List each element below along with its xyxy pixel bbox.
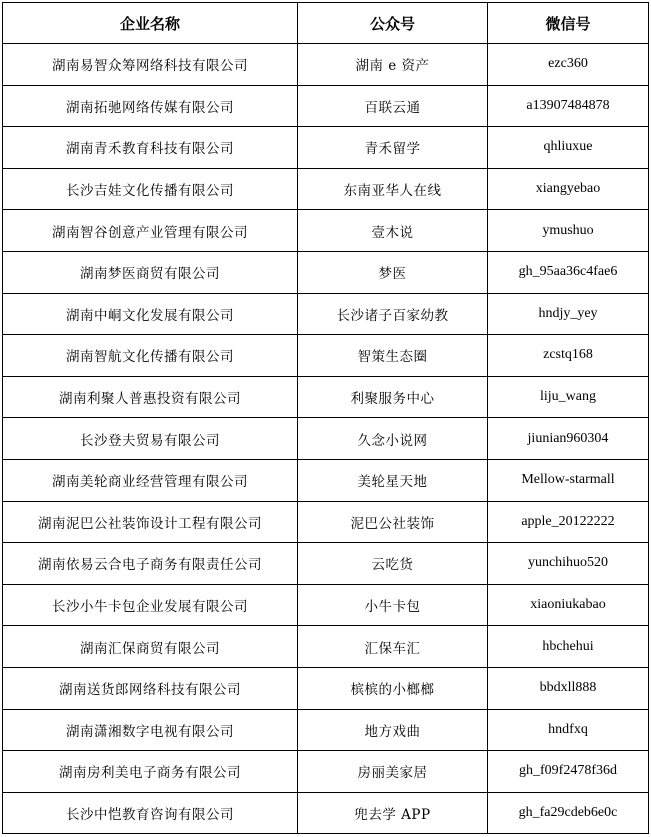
table-row [3, 418, 649, 460]
cell-wechat: gh_fa29cdeb6e0c [488, 792, 649, 834]
table-row [3, 667, 649, 709]
company-table [2, 2, 649, 834]
cell-account: 美轮星天地 [298, 459, 488, 501]
cell-company: 长沙登夫贸易有限公司 [3, 418, 298, 460]
cell-company: 湖南泥巴公社装饰设计工程有限公司 [3, 501, 298, 543]
cell-company: 湖南智航文化传播有限公司 [3, 335, 298, 377]
table-row [3, 293, 649, 335]
cell-company: 湖南房利美电子商务有限公司 [3, 751, 298, 793]
table-row [3, 168, 649, 210]
table-row [3, 210, 649, 252]
header-row [3, 3, 649, 44]
cell-wechat: xiaoniukabao [488, 584, 649, 626]
cell-company: 湖南送货郎网络科技有限公司 [3, 667, 298, 709]
cell-company: 湖南依易云合电子商务有限责任公司 [3, 543, 298, 585]
cell-account: 兜去学 APP [298, 792, 488, 834]
cell-wechat: jiunian960304 [488, 418, 649, 460]
cell-company: 湖南易智众筹网络科技有限公司 [3, 44, 298, 86]
cell-wechat: xiangyebao [488, 168, 649, 210]
cell-company: 湖南潇湘数字电视有限公司 [3, 709, 298, 751]
cell-account: 壹木说 [298, 210, 488, 252]
cell-account: 湖南 e 资产 [298, 44, 488, 86]
cell-company: 湖南利聚人普惠投资有限公司 [3, 376, 298, 418]
table-row [3, 85, 649, 127]
cell-company: 湖南青禾教育科技有限公司 [3, 127, 298, 169]
table-row [3, 376, 649, 418]
cell-wechat: hndjy_yey [488, 293, 649, 335]
cell-wechat: qhliuxue [488, 127, 649, 169]
cell-wechat: Mellow-starmall [488, 459, 649, 501]
table-row [3, 792, 649, 834]
cell-account: 槟槟的小榔榔 [298, 667, 488, 709]
cell-account: 久念小说网 [298, 418, 488, 460]
cell-company: 湖南中峒文化发展有限公司 [3, 293, 298, 335]
table-row [3, 751, 649, 793]
table-row [3, 127, 649, 169]
cell-wechat: gh_f09f2478f36d [488, 751, 649, 793]
cell-account: 利聚服务中心 [298, 376, 488, 418]
header-account: 公众号 [298, 3, 488, 44]
table-row [3, 543, 649, 585]
cell-account: 梦医 [298, 251, 488, 293]
cell-company: 湖南拓驰网络传媒有限公司 [3, 85, 298, 127]
table-row [3, 584, 649, 626]
cell-wechat: bbdxll888 [488, 667, 649, 709]
table-row [3, 709, 649, 751]
cell-wechat: hndfxq [488, 709, 649, 751]
cell-wechat: apple_20122222 [488, 501, 649, 543]
cell-account: 百联云通 [298, 85, 488, 127]
cell-company: 湖南梦医商贸有限公司 [3, 251, 298, 293]
table-row [3, 501, 649, 543]
cell-account: 小牛卡包 [298, 584, 488, 626]
cell-account: 地方戏曲 [298, 709, 488, 751]
cell-wechat: a13907484878 [488, 85, 649, 127]
table-row [3, 626, 649, 668]
cell-wechat: ymushuo [488, 210, 649, 252]
cell-account: 东南亚华人在线 [298, 168, 488, 210]
cell-wechat: yunchihuo520 [488, 543, 649, 585]
cell-wechat: liju_wang [488, 376, 649, 418]
header-wechat: 微信号 [488, 3, 649, 44]
cell-company: 湖南汇保商贸有限公司 [3, 626, 298, 668]
cell-company: 湖南美轮商业经营管理有限公司 [3, 459, 298, 501]
cell-account: 云吃货 [298, 543, 488, 585]
cell-wechat: zcstq168 [488, 335, 649, 377]
cell-company: 湖南智谷创意产业管理有限公司 [3, 210, 298, 252]
cell-wechat: gh_95aa36c4fae6 [488, 251, 649, 293]
cell-account: 房丽美家居 [298, 751, 488, 793]
table-row [3, 251, 649, 293]
cell-company: 长沙吉娃文化传播有限公司 [3, 168, 298, 210]
cell-account: 汇保车汇 [298, 626, 488, 668]
cell-account: 长沙诸子百家幼教 [298, 293, 488, 335]
table-row [3, 459, 649, 501]
table-row [3, 44, 649, 86]
cell-company: 长沙中恺教育咨询有限公司 [3, 792, 298, 834]
cell-account: 智策生态圈 [298, 335, 488, 377]
table-row [3, 335, 649, 377]
cell-account: 青禾留学 [298, 127, 488, 169]
cell-company: 长沙小牛卡包企业发展有限公司 [3, 584, 298, 626]
cell-wechat: ezc360 [488, 44, 649, 86]
cell-wechat: hbchehui [488, 626, 649, 668]
cell-account: 泥巴公社装饰 [298, 501, 488, 543]
header-company: 企业名称 [3, 3, 298, 44]
